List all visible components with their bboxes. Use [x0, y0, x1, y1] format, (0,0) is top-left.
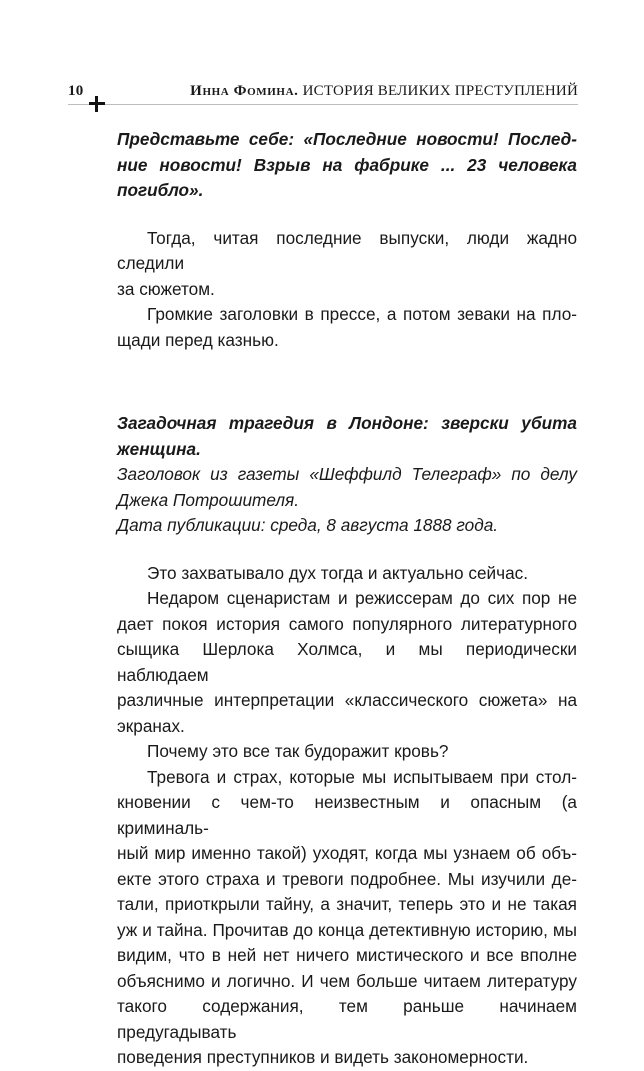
text-line: видим, что в ней нет ничего мистического и все вполне	[117, 945, 577, 965]
quote-source	[117, 462, 577, 539]
text-line: ние новости! Взрыв на фабрике ... 23 человека	[117, 154, 577, 175]
headline-quote	[117, 411, 577, 462]
text-line: Джека Потрошителя.	[117, 489, 299, 510]
crop-mark-plus-icon	[89, 96, 105, 112]
running-head-author: Инна Фомина.	[190, 83, 299, 99]
text-line: дает покоя история самого популярного литературного	[117, 613, 577, 634]
text-line: погибло».	[117, 180, 204, 200]
text-line: Заголовок из газеты «Шеффилд Телеграф» по делу	[117, 464, 577, 484]
text-line: Тогда, читая последние выпуски, люди жадно следили	[117, 227, 577, 273]
text-line: сыщика Шерлока Холмса, и мы периодически наблюдаем	[117, 639, 577, 685]
text-line: Представьте себе: «Последние новости! Послед-	[117, 129, 577, 149]
text-line: такого содержания, тем раньше начинаем предугадывать	[117, 996, 577, 1042]
lead-quote	[117, 127, 577, 204]
paragraph	[117, 739, 577, 765]
text-line: экранах.	[117, 715, 185, 736]
page-number: 10	[68, 83, 84, 99]
text-line: поведения преступников и видеть закономерности.	[117, 1047, 529, 1067]
text-line: тали, приоткрыли тайну, а значит, теперь это и не такая	[117, 894, 577, 914]
paragraph	[117, 226, 577, 303]
text-line: екте этого страха и тревоги подробнее. Мы изучили де-	[117, 868, 577, 889]
header-rule	[68, 104, 578, 105]
text-line: объяснимо и логично. И чем больше читаем литературу	[117, 970, 577, 991]
text-line: Загадочная трагедия в Лондоне: зверски убита	[117, 413, 577, 433]
text-line: Недаром сценаристам и режиссерам до сих пор не	[147, 588, 577, 608]
text-line: за сюжетом.	[117, 278, 215, 299]
running-head-title: ИСТОРИЯ ВЕЛИКИХ ПРЕСТУПЛЕНИЙ	[302, 83, 578, 99]
text-line: Это захватывало дух тогда и актуально сейчас.	[147, 562, 529, 583]
page-body	[117, 127, 577, 1071]
text-line: уж и тайна. Прочитав до конца детективную историю, мы	[117, 919, 577, 940]
text-line: Почему это все так будоражит кровь?	[147, 741, 449, 761]
page-header	[0, 0, 644, 120]
text-line: женщина.	[117, 438, 201, 459]
text-line: Дата публикации: среда, 8 августа 1888 года.	[117, 515, 499, 535]
text-line: ный мир именно такой) уходят, когда мы узнаем об объ-	[117, 843, 577, 863]
text-line: различные интерпретации «классического сюжета» на	[117, 690, 577, 710]
paragraph	[117, 302, 577, 353]
paragraph	[117, 765, 577, 1071]
paragraph	[117, 561, 577, 587]
running-head	[190, 83, 578, 100]
paragraph	[117, 586, 577, 739]
text-line: Тревога и страх, которые мы испытываем при стол-	[147, 766, 577, 787]
text-line: щади перед казнью.	[117, 329, 279, 350]
text-line: Громкие заголовки в прессе, а потом зеваки на пло-	[147, 304, 577, 324]
text-line: кновении с чем-то неизвестным и опасным (а криминаль-	[117, 792, 577, 838]
